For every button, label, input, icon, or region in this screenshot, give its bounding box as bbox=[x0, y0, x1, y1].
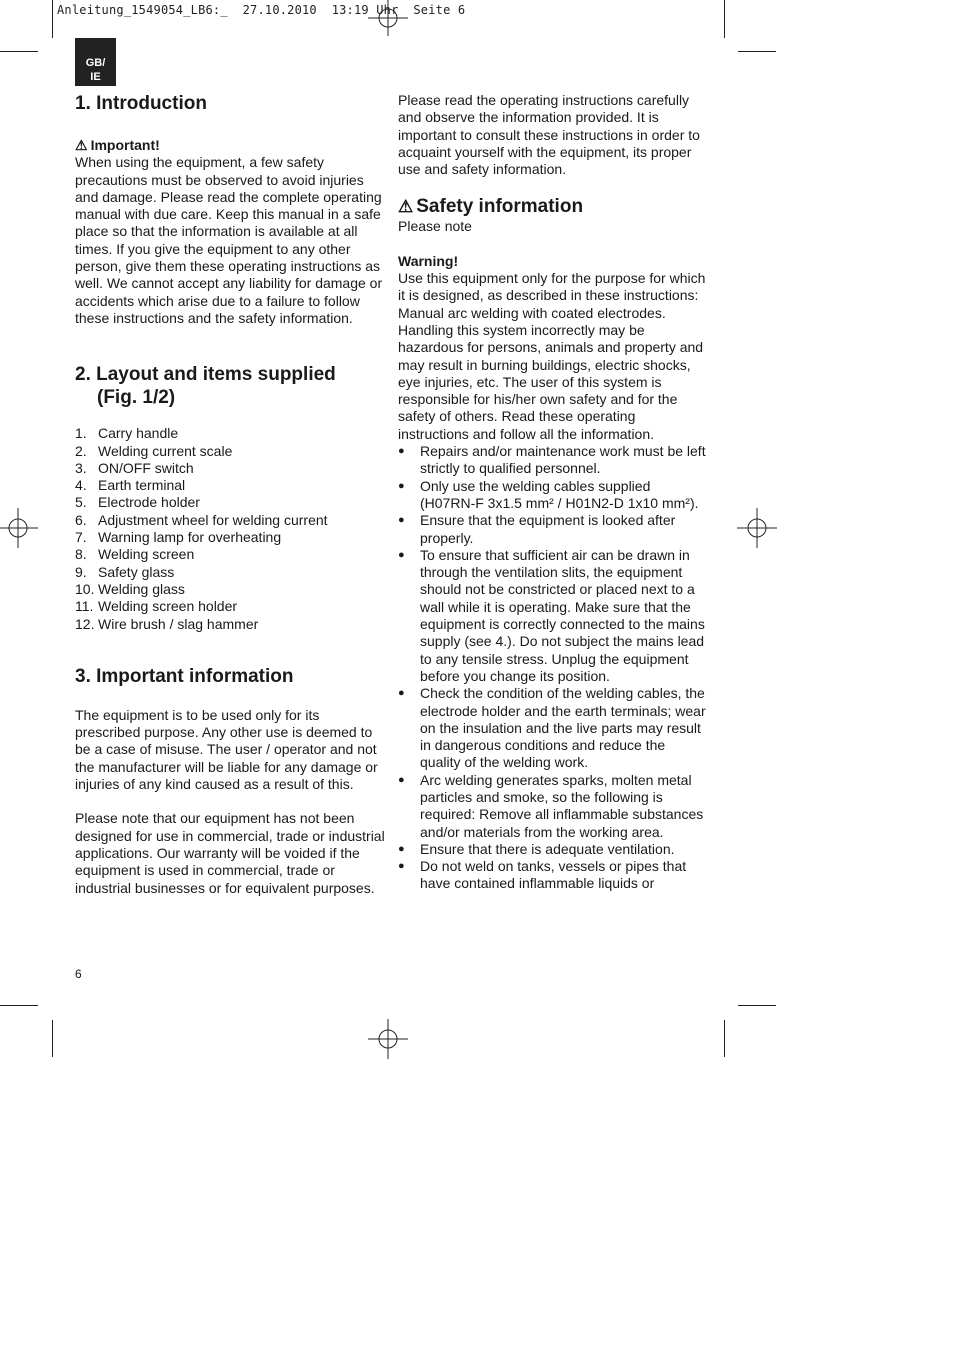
layout-heading-line-1: 2. Layout and items supplied bbox=[75, 364, 336, 386]
registration-mark-bottom bbox=[368, 1019, 408, 1059]
layout-heading-line-2: (Fig. 1/2) bbox=[97, 387, 176, 409]
crop-mark bbox=[0, 51, 38, 52]
warning-body: Use this equipment only for the purpose for which it is designed, as described in these instructions: Manual arc welding with coated electrodes. Handling this system incorrectly may be hazardous for persons, animals and property and may result in burning buildings, electric shocks, eye injuries, etc. The user of this system is responsible for his/her own safety and for the safety of others. Read these operating instructions and follow all the information. bbox=[398, 270, 706, 442]
language-badge bbox=[75, 38, 116, 86]
list-item: ● Ensure that the equipment is looked after properly. bbox=[398, 512, 676, 546]
list-item: ● Repairs and/or maintenance work must be left strictly to qualified personnel. bbox=[398, 443, 706, 477]
important-para-1: The equipment is to be used only for its prescribed purpose. Any other use is deemed to be a case of misuse. The user / operator and not the manufacturer will be liable for any damage or injuries of any kind caused as a result of this. bbox=[75, 706, 378, 793]
intro-body: When using the equipment, a few safety precautions must be observed to avoid injuries and damage. Please read the complete operating manual with due care. Keep this manual in a safe place so that the information is available at all times. If you give the equipment to any other person, give them these operating instructions as well. We cannot accept any liability for damage or accidents which arise due to a failure to follow these instructions and the safety information. bbox=[75, 154, 383, 326]
crop-mark bbox=[52, 1020, 53, 1057]
crop-mark bbox=[724, 1020, 725, 1057]
warning-triangle-icon: ⚠ bbox=[398, 197, 414, 217]
bullet-icon: ● bbox=[398, 860, 405, 873]
bullet-icon: ● bbox=[398, 842, 405, 855]
list-item: 3. ON/OFF switch bbox=[75, 459, 194, 476]
crop-mark bbox=[0, 1005, 38, 1006]
badge-line-1: GB/ bbox=[85, 57, 106, 69]
important-para-2: Please note that our equipment has not been designed for use in commercial, trade or industrial applications. Our warranty will be voided if the equipment is used in commercial, trade or industrial businesses or for equivalent purposes. bbox=[75, 810, 385, 896]
read-instructions-para: Please read the operating instructions carefully and observe the information provided. It is important to consult these instructions in order to acquaint yourself with the equipment, its proper use and safety information. bbox=[398, 92, 700, 178]
list-item: 10. Welding glass bbox=[75, 580, 185, 597]
crop-mark bbox=[738, 51, 776, 52]
list-item: 7. Warning lamp for overheating bbox=[75, 529, 282, 546]
bullet-icon: ● bbox=[398, 687, 405, 700]
list-item: 4. Earth terminal bbox=[75, 477, 186, 494]
right-column bbox=[398, 92, 708, 893]
list-item: 6. Adjustment wheel for welding current bbox=[75, 511, 328, 528]
please-note: Please note bbox=[398, 218, 472, 235]
list-item: 12. Wire brush / slag hammer bbox=[75, 615, 259, 632]
list-item: 11. Welding screen holder bbox=[75, 598, 238, 615]
safety-heading: ⚠ Safety information bbox=[398, 196, 584, 218]
bullet-icon: ● bbox=[398, 479, 405, 492]
items-list bbox=[75, 425, 385, 633]
registration-mark-top bbox=[368, 0, 408, 40]
list-item: 2. Welding current scale bbox=[75, 442, 233, 459]
warning-triangle-icon: ⚠ bbox=[75, 137, 88, 153]
list-item: ● Arc welding generates sparks, molten metal particles and smoke, so the following is required: Remove all inflammable substances and/or materials from the working area. bbox=[398, 771, 704, 840]
list-item: 1. Carry handle bbox=[75, 425, 179, 442]
list-item: ● Do not weld on tanks, vessels or pipes that have contained inflammable liquids or bbox=[398, 858, 687, 892]
list-item: ● Check the condition of the welding cables, the electrode holder and the earth terminals; wear on the insulation and the live parts may result in dangerous conditions and reduce the quality of the welding work. bbox=[398, 685, 706, 771]
warning-label: Warning! bbox=[398, 252, 459, 269]
important-info-heading: 3. Important information bbox=[75, 665, 294, 687]
crop-mark bbox=[52, 0, 53, 38]
list-item: 8. Welding screen bbox=[75, 546, 195, 563]
safety-bullets bbox=[398, 443, 708, 893]
list-item: ● Only use the welding cables supplied (H07RN-F 3x1.5 mm² / H01N2-D 1x10 mm²). bbox=[398, 477, 699, 511]
list-item: ● Ensure that there is adequate ventilation. bbox=[398, 840, 675, 857]
registration-mark-left bbox=[0, 508, 40, 548]
left-column bbox=[75, 92, 385, 897]
registration-mark-right bbox=[737, 508, 777, 548]
layout-heading bbox=[75, 363, 385, 409]
list-item: 9. Safety glass bbox=[75, 563, 175, 580]
bullet-icon: ● bbox=[398, 548, 405, 561]
page-number: 6 bbox=[75, 967, 82, 981]
intro-heading: 1. Introduction bbox=[75, 93, 207, 114]
badge-line-2: IE bbox=[90, 71, 101, 83]
crop-mark bbox=[724, 0, 725, 38]
bullet-icon: ● bbox=[398, 514, 405, 527]
bullet-icon: ● bbox=[398, 445, 405, 458]
list-item: ● To ensure that sufficient air can be drawn in through the ventilation slits, the equipment should not be constricted or placed next to a wall while it is operating. Make sure that the equipment is correctly connected to the mains supply (see 4.). Do not subject the mains lead to any tensile stress. Unplug the equipment before you change its position. bbox=[398, 546, 705, 684]
print-slug: Anleitung_1549054_LB6:_ 27.10.2010 13:19 Uhr Seite 6 bbox=[57, 3, 466, 17]
list-item: 5. Electrode holder bbox=[75, 494, 200, 511]
crop-mark bbox=[738, 1005, 776, 1006]
bullet-icon: ● bbox=[398, 773, 405, 786]
important-label: Important! bbox=[90, 137, 160, 153]
important-label-row bbox=[75, 137, 385, 154]
